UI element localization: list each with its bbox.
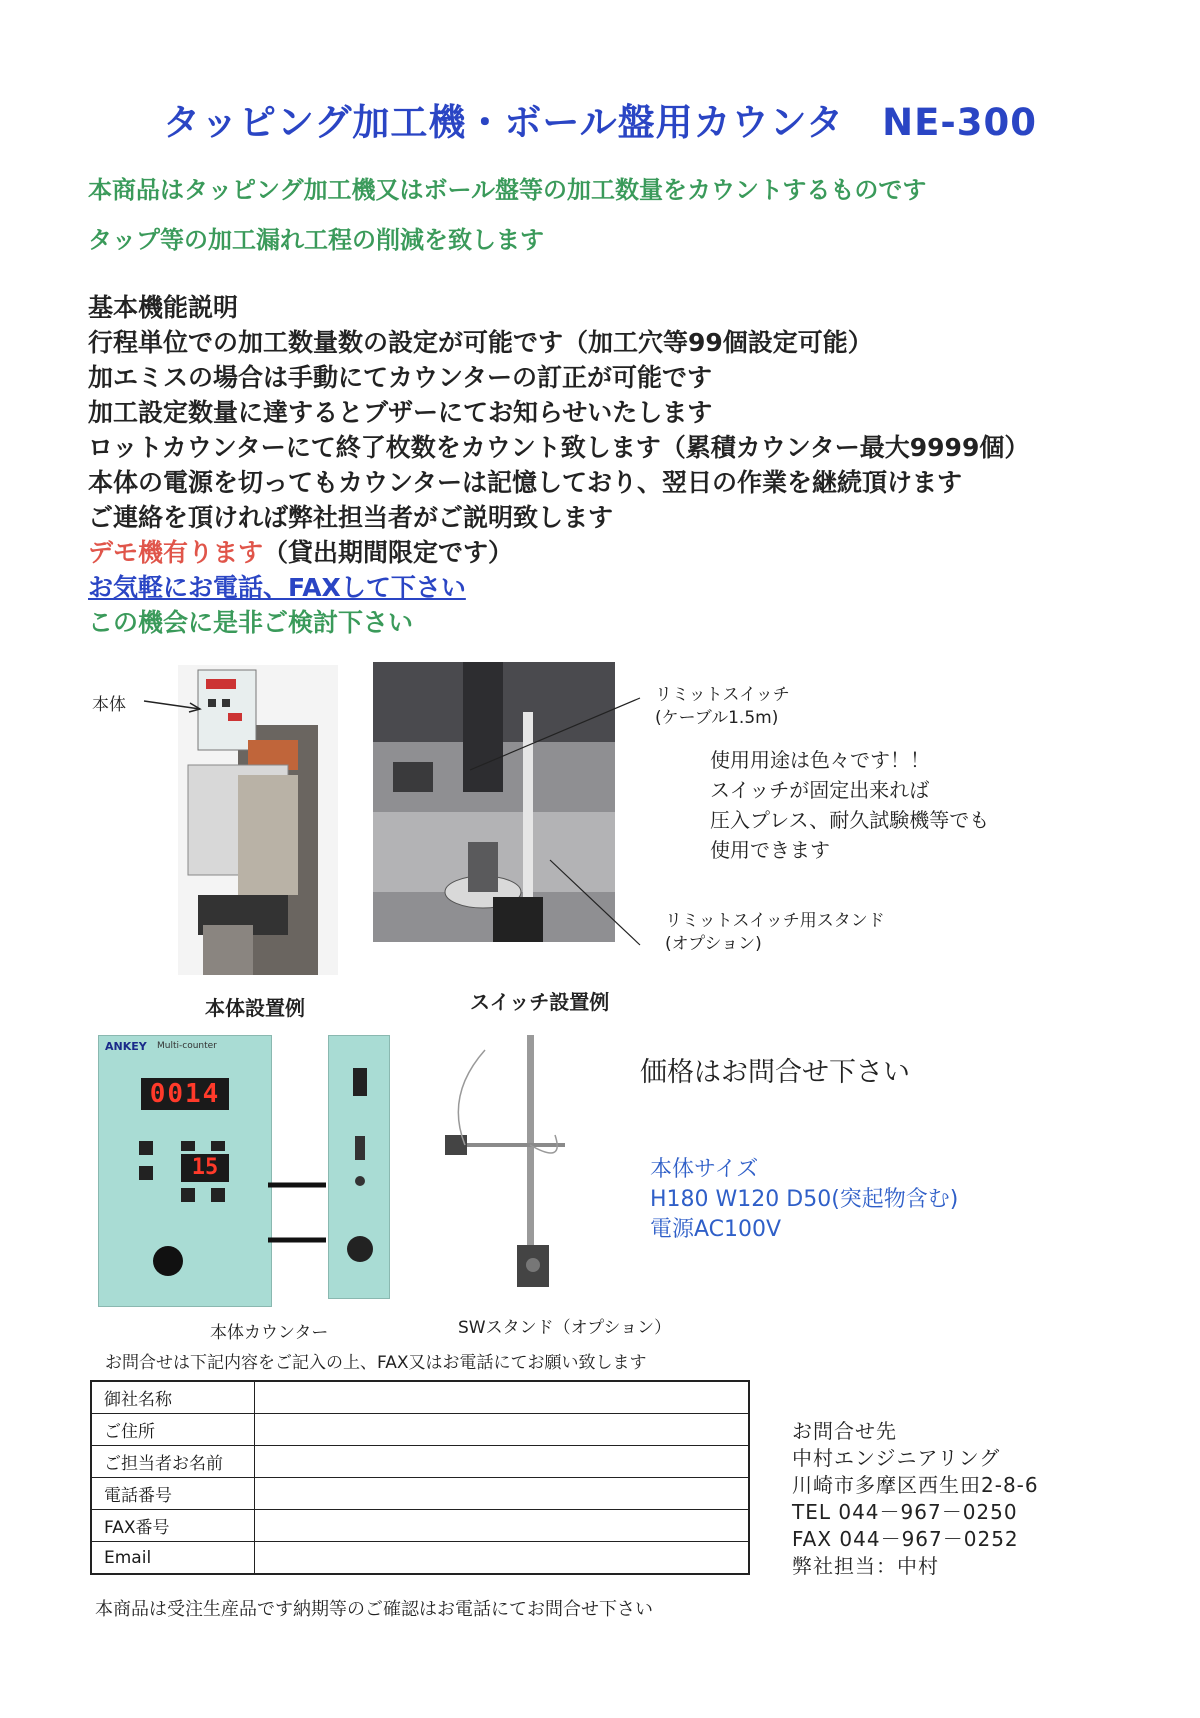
feature-line: ご連絡を頂ければ弊社担当者がご説明致します	[88, 503, 614, 532]
limit-switch-label: リミットスイッチ	[655, 685, 790, 705]
specs-power: 電源AC100V	[650, 1217, 782, 1242]
usage-note-line: 使用用途は色々です！！	[710, 748, 930, 772]
contact-address: 川崎市多摩区西生田2-8-6	[792, 1473, 1039, 1497]
contact-person-field[interactable]	[255, 1446, 750, 1478]
caption-sw-stand: SWスタンド（オプション）	[458, 1318, 672, 1338]
counter-model: Multi-counter	[157, 1041, 217, 1051]
form-label: ご住所	[91, 1414, 255, 1446]
phone-field[interactable]	[255, 1478, 750, 1510]
contact-heading: お問合せ先	[792, 1419, 897, 1443]
sw-stand-photo	[425, 1035, 585, 1300]
specs-size: H180 W120 D50(突起物含む)	[650, 1187, 959, 1212]
features-heading: 基本機能説明	[88, 293, 239, 322]
usage-note	[710, 745, 989, 865]
counter-side-panel	[328, 1035, 390, 1299]
power-switch-icon	[353, 1068, 367, 1096]
inquiry-form	[90, 1380, 750, 1575]
callout-lines	[420, 695, 650, 955]
feature-line: 本体の電源を切ってもカウンターは記憶しており、翌日の作業を継続頂けます	[88, 468, 963, 497]
intro-line-1: 本商品はタッピング加工機又はボール盤等の加工数量をカウントするものです	[88, 176, 927, 204]
form-label: Email	[91, 1542, 255, 1575]
form-label: ご担当者お名前	[91, 1446, 255, 1478]
contact-block	[792, 1418, 1039, 1580]
consider-line: この機会に是非ご検討下さい	[88, 608, 414, 637]
counter-cables	[268, 1175, 330, 1255]
form-instruction: お問合せは下記内容をご記入の上、FAX又はお電話にてお願い致します	[105, 1353, 647, 1373]
form-row	[91, 1510, 749, 1542]
usage-note-line: 使用できます	[710, 838, 830, 862]
limit-switch-cable: (ケーブル1.5m)	[655, 708, 779, 728]
specs	[650, 1155, 958, 1245]
feature-line: 加エミスの場合は手動にてカウンターの訂正が可能です	[88, 363, 713, 392]
demo-available: デモ機有ります	[88, 538, 264, 567]
feature-line: 加工設定数量に達するとブザーにてお知らせいたします	[88, 398, 713, 427]
fax-field[interactable]	[255, 1510, 750, 1542]
form-row	[91, 1542, 749, 1575]
specs-heading: 本体サイズ	[650, 1157, 759, 1182]
form-row	[91, 1414, 749, 1446]
counter-front-panel	[98, 1035, 272, 1307]
demo-line	[88, 533, 513, 569]
contact-person: 弊社担当：中村	[792, 1554, 939, 1578]
intro-line-2: タップ等の加工漏れ工程の削減を致します	[88, 226, 544, 254]
body-label: 本体	[92, 695, 126, 715]
caption-counter: 本体カウンター	[210, 1323, 329, 1343]
contact-company: 中村エンジニアリング	[792, 1446, 1001, 1470]
form-label: FAX番号	[91, 1510, 255, 1542]
counter-brand: ANKEY	[105, 1040, 147, 1053]
caption-switch-install: スイッチ設置例	[470, 990, 610, 1014]
form-row	[91, 1478, 749, 1510]
counter-display-bottom: 15	[181, 1154, 229, 1182]
usage-note-line: 圧入プレス、耐久試験機等でも	[710, 808, 990, 832]
contact-tel[interactable]: TEL 044－967－0250	[792, 1500, 1018, 1524]
footer-note: 本商品は受注生産品です納期等のご確認はお電話にてお問合せ下さい	[95, 1599, 653, 1620]
contact-fax: FAX 044－967－0252	[792, 1527, 1019, 1551]
address-field[interactable]	[255, 1414, 750, 1446]
form-row	[91, 1381, 749, 1414]
page-title: タッピング加工機・ボール盤用カウンタ NE-300	[163, 101, 1037, 144]
form-label: 電話番号	[91, 1478, 255, 1510]
contact-link[interactable]: お気軽にお電話、FAXして下さい	[88, 573, 466, 602]
body-pointer-arrow	[142, 695, 204, 715]
price-note: 価格はお問合せ下さい	[640, 1057, 910, 1088]
stand-label: リミットスイッチ用スタンド	[665, 911, 885, 931]
buzzer-icon	[153, 1246, 183, 1276]
company-name-field[interactable]	[255, 1381, 750, 1414]
form-label: 御社名称	[91, 1381, 255, 1414]
stand-option-label: (オプション)	[665, 934, 762, 954]
counter-display-top: 0014	[141, 1078, 229, 1110]
feature-line: ロットカウンターにて終了枚数をカウント致します（累積カウンター最大9999個）	[88, 433, 1030, 462]
feature-line: 行程単位での加工数量数の設定が可能です（加工穴等99個設定可能）	[88, 328, 873, 357]
form-row	[91, 1446, 749, 1478]
usage-note-line: スイッチが固定出来れば	[710, 778, 930, 802]
demo-period: （貸出期間限定です）	[263, 538, 514, 567]
email-field[interactable]	[255, 1542, 750, 1575]
caption-body-install: 本体設置例	[205, 996, 305, 1020]
